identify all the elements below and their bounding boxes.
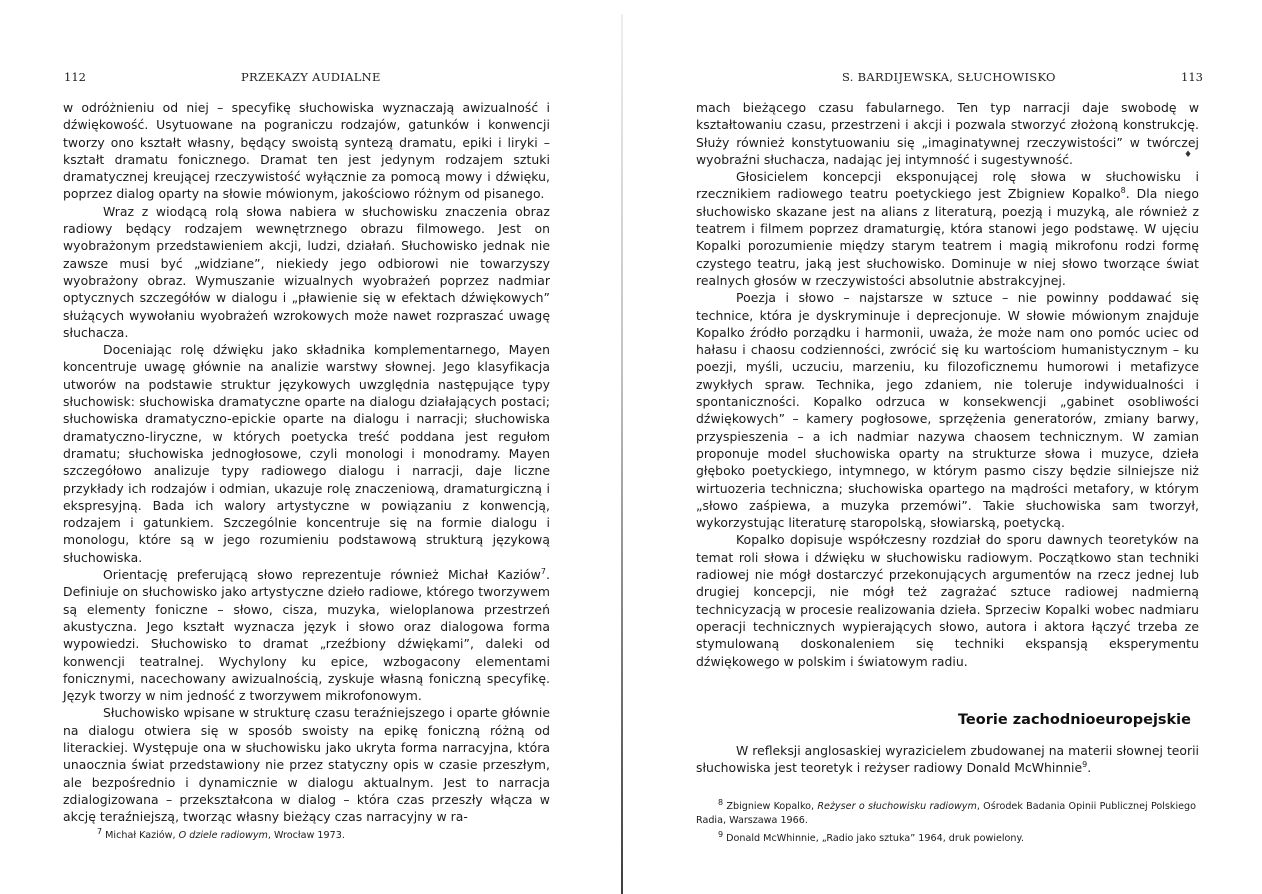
left-body-text	[63, 99, 550, 825]
paragraph: Kopalko dopisuje współczesny rozdział do sporu dawnych teoretyków na temat roli słowa i dźwięku w słuchowisku radiowym. Początkowo stan techniki radiowej nie mógł dostarczyć przekonujących argumentów na rzecz jednej lub drugiej koncepcji, nie mógł też zagrażać sztuce radiowej nadmierną technicyzacją w procesie realizowania dzieła. Sprzeciw Kopalki wobec nadmiaru operacji technicznych wypierających słowo, autora i aktora łączyć trzeba ze stymulowaną doskonaleniem się techniki ekspansją eksperymentu dźwiękowego w polskim i światowym radiu.	[696, 532, 1199, 669]
paragraph: Doceniając rolę dźwięku jako składnika komplementarnego, Mayen koncentruje uwagę głównie na analizie warstwy słownej. Jego klasyfikacja utworów na podstawie struktur językowych uwzględnia następujące typy słuchowisk: słuchowiska dramatyczne oparte na dialogu działających postaci; słuchowiska dramatyczno-epickie oparte na dialogu i narracji; słuchowiska dramatyczno-liryczne, w których poetycka treść poddana jest regułom dramatu; słuchowiska jednogłosowe, czyli monologi i monodramy. Mayen szczegółowo analizuje typy radiowego dialogu i narracji, daje liczne przykłady ich rodzajów i odmian, ukazuje rolę znaczeniową, dramaturgiczną i ekspresyjną. Bada ich walory artystyczne w powiązaniu z konwencją, rodzajem i gatunkiem. Szczególnie koncentruje się na formie dialogu i monologu, które są w jego rozumieniu podstawową strukturą językową słuchowiska.	[63, 342, 550, 565]
page-number-right: 113	[1181, 70, 1203, 84]
book-gutter	[621, 14, 623, 894]
footnote-9: $^9$ Donald McWhinnie, „Radio jako sztuka” 1964, druk powielony.	[718, 829, 1024, 844]
footnote-8: $^8$ Zbigniew Kopalko, Reżyser o słuchowisku radiowym, Ośrodek Badania Opinii Publicznej Polskiego Radia, Warszawa 1966.	[696, 797, 1197, 826]
paragraph: Słuchowisko wpisane w strukturę czasu teraźniejszego i oparte głównie na dialogu otwiera się w sposób swoisty na epikę foniczną różną od literackiej. Występuje ona w słuchowisku jako ukryta forma narracyjna, która unaocznia świat przedstawiony nie przez statyczny opis w czasie przeszłym, ale bezpośrednio i dynamicznie w dialogu aktualnym. Jest to narracja zdialogizowana – przekształcona w dialog – która czas przeszły włącza w akcję teraźniejszą, tworząc własny bieżący czas narracyjny w ra-	[63, 705, 550, 825]
paragraph: Głosicielem koncepcji eksponującej rolę słowa w słuchowisku i rzecznikiem radiowego teatru poetyckiego jest Zbigniew Kopalko$^8$. Dla niego słuchowisko skazane jest na alians z literaturą, poezją i muzyką, ale również z teatrem i filmem poprzez dramaturgię, która stanowi jego podstawę. W ujęciu Kopalki porozumienie między starym teatrem i magią mikrofonu rodzi formę czystego teatru, jaką jest słuchowisko. Dominuje w niej słowo tworzące świat realnych głosów w rzeczywistości absolutnie abstrakcyjnej.	[696, 169, 1199, 288]
paragraph: Orientację preferującą słowo reprezentuje również Michał Kaziów$^7$. Definiuje on słuchowisko jako artystyczne dzieło radiowe, którego tworzywem są elementy foniczne – słowo, cisza, muzyka, wieloplanowa przestrzeń akustyczna. Jego kształt wyznacza język i słowo oraz dialogowa forma wypowiedzi. Słuchowisko to dramat „rzeźbiony dźwiękami”, daleki od konwencji teatralnej. Wychylony ku epice, wzbogacony elementami fonicznymi, nacechowany awizualnością, zyskuje własną foniczną specyfikę. Język tworzy w nim jedność z tworzywem mikrofonowym.	[63, 566, 550, 704]
paragraph: Poezja i słowo – najstarsze w sztuce – nie powinny poddawać się technice, która je dyskryminuje i deprecjonuje. W słowie mówionym znajduje Kopalko źródło porządku i harmonii, uważa, że może nam ono pomóc uciec od hałasu i chaosu codzienności, zwrócić się ku wartościom humanistycznym – ku poezji, myśli, uczuciu, marzeniu, ku filozoficznemu humorowi i metafizyce zwykłych spraw. Technika, jego zdaniem, nie toleruje indywidualności i spontaniczności. Kopalko odrzuca w konsekwencji „gabinet osobliwości dźwiękowych” – kamery pogłosowe, sprzężenia generatorów, zmiany barwy, przyspieszenia – a ich nadmiar nazywa chaosem technicznym. W zamian proponuje model słuchowiska oparty na strukturze słowa i muzyce, dzieła głęboko poetyckiego, intymnego, w którym pasmo ciszy będzie silniejsze niż wirtuozeria techniczna; słuchowiska opartego na mądrości metafory, w którym „słowo zaśpiewa, a muzyka przemówi”. Takie słuchowiska sam tworzył, wykorzystując literaturę staropolską, słowiarską, poetycką.	[696, 290, 1199, 531]
paragraph: w odróżnieniu od niej – specyfikę słuchowiska wyznaczają awizualność i dźwiękowość. Usytuowane na pograniczu rodzajów, gatunków i konwencji tworzy ono kształt własny, będący swoistą syntezą dramatu, epiki i liryki – kształt dramatu fonicznego. Dramat ten jest jedynym rodzajem sztuki dramatycznej kreującej rzeczywistość wyłącznie za pomocą mowy i dźwięku, poprzez dialog oparty na słowie mówionym, jakościowo różnym od pisanego.	[63, 100, 550, 202]
paragraph: mach bieżącego czasu fabularnego. Ten typ narracji daje swobodę w kształtowaniu czasu, przestrzeni i akcji i pozwala stworzyć złożoną konstrukcję. Służy również konstytuowaniu się „imaginatywnej rzeczywistości” w twórczej wyobraźni słuchacza, nadając jej intymność i sugestywność.	[696, 100, 1199, 167]
left-page	[0, 0, 620, 894]
footnotes-left	[75, 826, 545, 847]
footnote-ref-7[interactable]: 7	[540, 566, 546, 576]
page-number-left: 112	[64, 70, 86, 84]
section-heading: Teorie zachodnioeuropejskie	[957, 712, 1191, 728]
paragraph: Wraz z wiodącą rolą słowa nabiera w słuchowisku znaczenia obraz radiowy będący rodzajem wewnętrznego obrazu filmowego. Jest on wyobrażonym przedstawieniem akcji, ludzi, działań. Słuchowisko jednak nie zawsze musi być „widziane”, niekiedy jego odbiorowi nie towarzyszy wyobrażony obraz. Wymuszanie wizualnych wyobrażeń poprzez nadmiar optycznych szczegółów w dialogu i „pławienie się w efektach dźwiękowych” służących wywołaniu wyobrażeń wzrokowych może nawet rozpraszać uwagę słuchacza.	[63, 203, 550, 340]
section-paragraph: W refleksji anglosaskiej wyrazicielem zbudowanej na materii słownej teorii słuchowiska jest teoretyk i reżyser radiowy Donald McWhinnie$^9$.	[696, 743, 1199, 776]
footnote-ref-9[interactable]: 9	[1082, 760, 1088, 770]
right-body-text	[696, 99, 1199, 670]
running-head-left: PRZEKAZY AUDIALNE	[241, 70, 381, 84]
margin-mark-icon: ♦	[1184, 150, 1193, 160]
footnotes-right	[696, 797, 1197, 850]
footnote-ref-8[interactable]: 8	[1120, 186, 1126, 196]
footnote-7: $^7$ Michał Kaziów, O dziele radiowym, Wrocław 1973.	[97, 826, 345, 841]
running-head-right: S. BARDIJEWSKA, SŁUCHOWISKO	[842, 70, 1056, 84]
